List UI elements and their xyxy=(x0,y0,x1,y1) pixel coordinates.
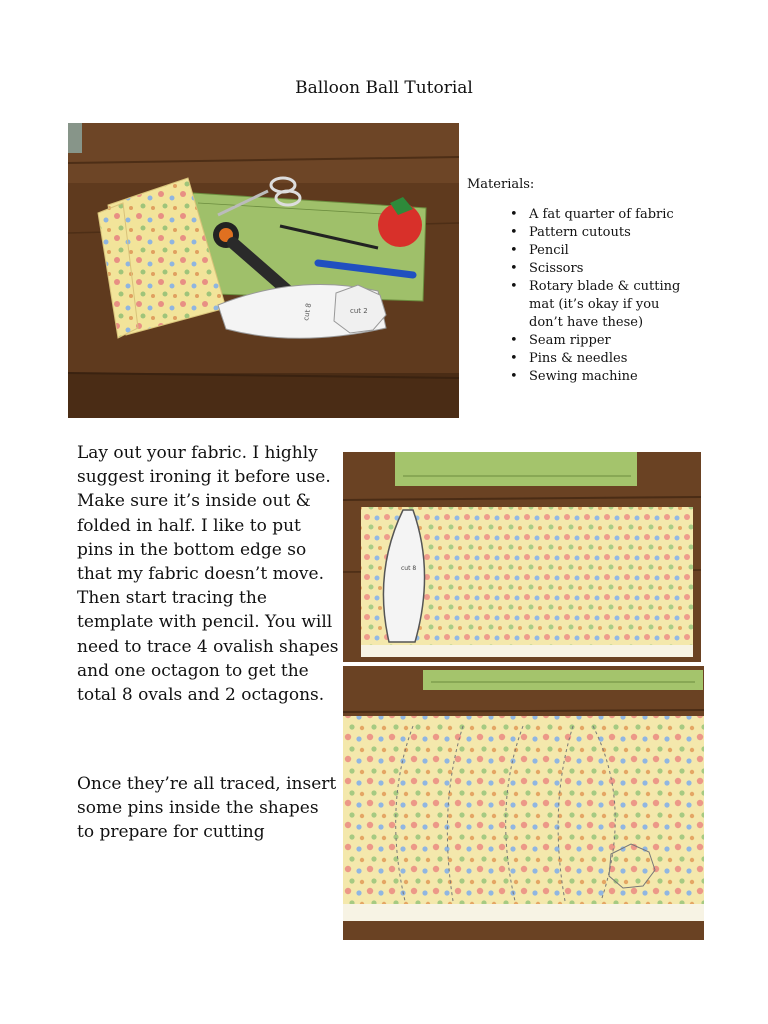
materials-heading: Materials: xyxy=(467,177,535,192)
page-title: Balloon Ball Tutorial xyxy=(295,78,473,98)
pinned-fabric-photo xyxy=(343,666,704,940)
list-item: • Seam ripper xyxy=(467,332,687,350)
list-item: • A fat quarter of fabric xyxy=(467,206,687,224)
tracing-photo xyxy=(343,452,701,662)
template-cut8-label: cut 8 xyxy=(401,565,417,572)
materials-section xyxy=(467,176,757,386)
list-item: • Rotary blade & cutting mat (it’s okay if you don’t have these) xyxy=(467,278,687,332)
materials-list xyxy=(467,206,757,386)
list-item: • Pattern cutouts xyxy=(467,224,687,242)
instruction-paragraph-2: Once they’re all traced, insert some pins inside the shapes to prepare for cutting xyxy=(77,774,337,843)
cut2-label: cut 2 xyxy=(350,307,368,315)
cut8-label: cut 8 xyxy=(302,302,314,322)
materials-photo xyxy=(68,123,459,418)
instruction-paragraph-1: Lay out your fabric. I highly suggest ironing it before use. Make sure it’s inside out & folded in half. I like to put pins in the bottom edge so that my fabric doesn’t move. Then start tracing the template with pencil. You will need to trace 4 ovalish shapes and one octagon to get the total 8 ovals and 2 octagons. xyxy=(77,443,339,706)
list-item: • Scissors xyxy=(467,260,687,278)
list-item: • Pencil xyxy=(467,242,687,260)
list-item: • Pins & needles xyxy=(467,350,687,368)
list-item: • Sewing machine xyxy=(467,368,687,386)
